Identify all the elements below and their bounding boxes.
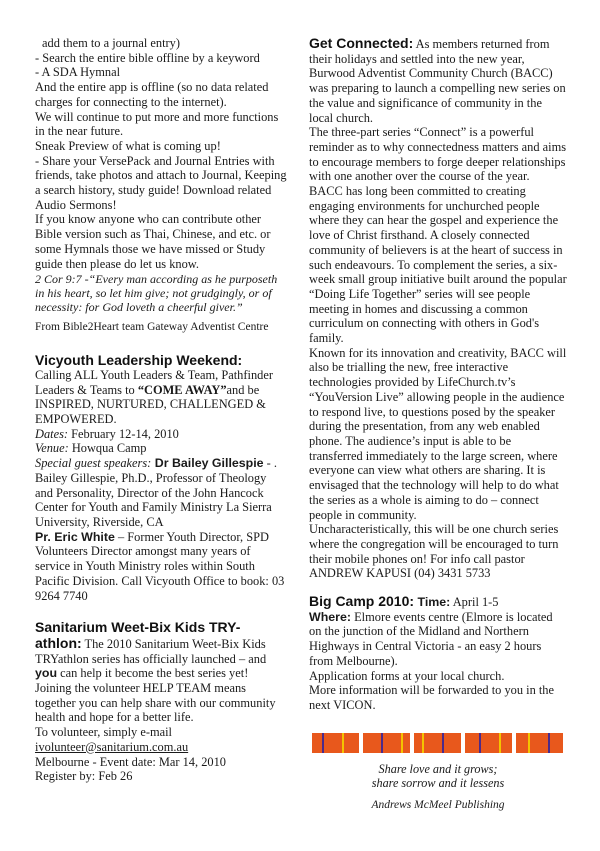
banner-bar-purple	[442, 733, 444, 753]
vicyouth-dates	[35, 427, 287, 442]
closing-quote-line-1: Share love and it grows;	[378, 761, 498, 776]
banner-bar-yellow	[342, 733, 344, 753]
vicyouth-call	[35, 368, 287, 427]
sanitarium-email-line	[35, 725, 287, 754]
speaker-2-name: Pr. Eric White	[35, 529, 115, 544]
banner-block	[414, 733, 461, 753]
dates-value: February 12-14, 2010	[68, 426, 179, 441]
sanitarium-email-pre: To volunteer, simply e-mail	[35, 725, 172, 740]
sanitarium-p1-post: can help it become the best series yet!	[57, 666, 249, 681]
venue-label: Venue:	[35, 441, 69, 456]
speaker-2-bio: – Former Youth Director, SPD Volunteers Director amongst many years of service in Youth Ministry roles within South Pacific Division. Call Vicyouth Office to book: 03 9264 7740	[35, 529, 285, 603]
banner-block	[363, 733, 410, 753]
banner-bar-purple	[381, 733, 383, 753]
vicyouth-speaker-1	[35, 456, 287, 530]
connected-p5: Uncharacteristically, this will be one church series where the congregation will be encouraged to turn their mobile phones on! For info call pastor ANDREW KAPUSI (04) 3431 5733	[309, 522, 559, 581]
banner-bar-purple	[479, 733, 481, 753]
vicyouth-venue	[35, 441, 287, 456]
vicyouth-call-bold: “COME AWAY”	[137, 382, 227, 397]
dates-label: Dates:	[35, 426, 69, 441]
sanitarium-p1-text: The 2010 Sanitarium Weet-Bix Kids TRYathlon series has officially launched – and	[35, 636, 267, 666]
sanitarium-volunteer: Joining the volunteer HELP TEAM means together you can help share with our community health and hope for a better life.	[35, 681, 276, 725]
bigcamp-time-line	[309, 594, 567, 610]
speakers-label: Special guest speakers:	[35, 456, 152, 471]
intro-signoff: From Bible2Heart team Gateway Adventist Centre	[35, 321, 269, 334]
intro-paragraph-share: - Share your VersePack and Journal Entries with friends, take photos and attach to Journal, Keeping a search history, study guide! Download related Audio Sermons!	[35, 153, 287, 212]
connected-p2: The three-part series “Connect” is a powerful reminder as to why connectedness matters and aims to encourage members to forge deeper relationships with one another over the course of the year.	[309, 125, 567, 184]
bigcamp-more-info: More information will be forwarded to you in the next VICON.	[309, 683, 554, 712]
bigcamp-where	[309, 610, 567, 669]
banner-block	[516, 733, 563, 753]
connected-p4: Known for its innovation and creativity, BACC will also be trialling the new, free interactive technologies provided by LifeChurch.tv’s “YouVersion Live” allowing people in the audience to respond live, to questions posed by the speaker during the presentation, from any web enabled phone. The audience’s input is able to be transferred immediately to the large screen, where everyone can view what others are sharing. It is envisaged that the technology will help to do what the series as a whole is aiming to do – connect people in community.	[309, 345, 567, 522]
intro-line-1: add them to a journal entry)	[42, 36, 180, 50]
closing-quote-line-2: share sorrow and it lessens	[371, 776, 505, 791]
connected-p1	[309, 36, 567, 125]
connected-p3: BACC has long been committed to creating engaging environments for unchurched people where they can hear the gospel and experience the love of Christ firsthand. A closely connected community of believers is at the heart of success in such endeavours. To complement the series, a six-week small group initiative built around the popular “Doing Life Together” series will see people meeting in homes and discussing a common curriculum on connecting with others in God's family.	[309, 184, 567, 346]
intro-paragraph-preview: Sneak Preview of what is coming up!	[35, 138, 221, 153]
intro-line-2: - Search the entire bible offline by a keyword	[35, 50, 260, 65]
banner-block	[312, 733, 359, 753]
left-column	[35, 36, 287, 784]
vicyouth-call-pre: Calling ALL Youth Leaders & Team, Pathfinder Leaders & Teams to	[35, 367, 273, 397]
vicyouth-section	[35, 352, 287, 603]
intro-paragraph-offline: And the entire app is offline (so no data related charges for connecting to the internet).	[35, 80, 269, 109]
sanitarium-email-link[interactable]: ivolunteer@sanitarium.com.au	[35, 739, 189, 754]
intro-line-3: - A SDA Hymnal	[35, 65, 121, 80]
banner-bar-purple	[548, 733, 550, 753]
speaker-1-bio: - . Bailey Gillespie, Ph.D., Professor of Theology and Personality, Director of the John Hancock Center for Youth and Family Ministry La Sierra University, Riverside, CA	[35, 456, 277, 529]
bigcamp-heading: Big Camp 2010:	[309, 593, 415, 610]
decorative-banner	[309, 733, 567, 753]
closing-credit: Andrews McMeel Publishing	[371, 798, 505, 811]
intro-paragraph-functions: We will continue to put more and more functions in the near future.	[35, 109, 279, 139]
vicyouth-heading: Vicyouth Leadership Weekend:	[35, 351, 243, 368]
connected-heading: Get Connected:	[309, 35, 414, 51]
sanitarium-event-date: Melbourne - Event date: Mar 14, 2010	[35, 754, 226, 769]
banner-bar-yellow	[401, 733, 403, 753]
bigcamp-time-value: April 1-5	[450, 595, 499, 610]
connected-section	[309, 36, 567, 581]
banner-bar-yellow	[528, 733, 530, 753]
bigcamp-where-label: Where:	[309, 609, 351, 624]
banner-bar-yellow	[422, 733, 424, 753]
sanitarium-heading: Sanitarium Weet-Bix Kids TRY-athlon:	[35, 619, 241, 651]
bigcamp-forms: Application forms at your local church.	[309, 668, 505, 683]
venue-value: Howqua Camp	[68, 441, 147, 456]
speaker-1-name: Dr Bailey Gillespie	[151, 456, 264, 471]
banner-bar-purple	[322, 733, 324, 753]
bible-app-section	[35, 36, 287, 335]
bigcamp-time-label: Time:	[414, 595, 451, 610]
vicyouth-speaker-2	[35, 530, 287, 604]
sanitarium-register-by: Register by: Feb 26	[35, 769, 133, 784]
sanitarium-p1-bold: you	[35, 666, 58, 681]
banner-bar-yellow	[499, 733, 501, 753]
bible-quote: 2 Cor 9:7 -“Every man according as he purposeth in his heart, so let him give; not grudgingly, or of necessity: for God loveth a cheerful giver.”	[35, 272, 278, 315]
intro-paragraph-contribute: If you know anyone who can contribute other Bible version such as Thai, Chinese, and etc. or some Hymnals those we have missed or Study guide then please do let us know.	[35, 212, 271, 271]
vicyouth-call-post: and be INSPIRED, NURTURED, CHALLENGED & EMPOWERED.	[35, 382, 266, 427]
bigcamp-where-value: Elmore events centre (Elmore is located on the junction of the Midland and Northern Highways in Central Victoria - an easy 2 hours from Melbourne).	[309, 609, 553, 668]
banner-block	[465, 733, 512, 753]
connected-p1-text: As members returned from their holidays and settled into the new year, Burwood Adventist Community Church (BACC) was preparing to launch a compelling new series on the value and significance of community in the local church.	[309, 37, 566, 125]
right-column	[309, 36, 567, 812]
bigcamp-section	[309, 594, 567, 713]
sanitarium-intro	[35, 620, 287, 681]
sanitarium-section	[35, 620, 287, 784]
